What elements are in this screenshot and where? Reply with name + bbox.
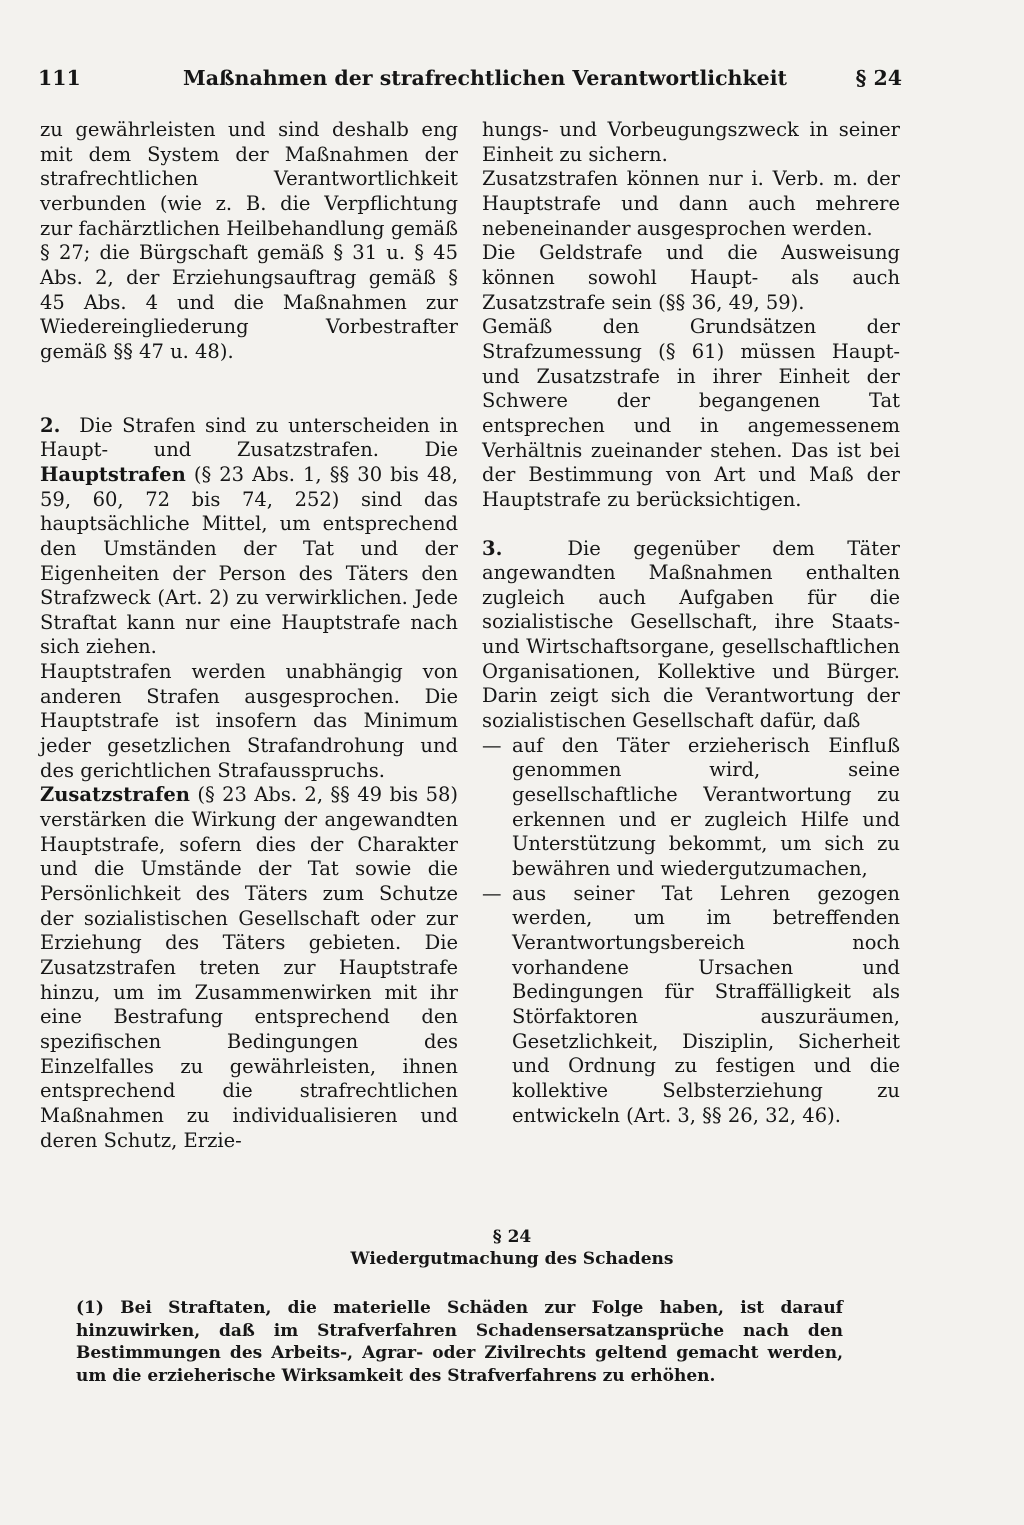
running-title: Maßnahmen der strafrechtlichen Verantwortlichkeit xyxy=(183,66,787,90)
section-number: § 24 xyxy=(492,1227,532,1247)
dash-mark: — xyxy=(482,881,502,905)
page-header xyxy=(38,66,902,102)
left-paragraph-2: 2. Die Strafen sind zu unterscheiden in Haupt- und Zusatzstrafen. Die Hauptstrafen (§ 23 Abs. 1, §§ 30 bis 48, 59, 60, 72 bis 74, 252) sind das hauptsächliche Mittel, um entsprechend den Umständen der Tat und der Eigenheiten der Person des Täters den Strafzweck (Art. 2) zu verwirklichen. Jede Straftat kann nur eine Hauptstrafe nach sich ziehen. xyxy=(40,413,459,659)
dash-item-text: auf den Täter erzieherisch Einfluß genommen wird, seine gesellschaftliche Verantwortung zu erkennen und er zugleich Hilfe und Unterstützung bekommt, um sich zu bewähren und wiedergutzumachen, xyxy=(512,733,900,881)
running-section: § 24 xyxy=(855,66,902,90)
term-hauptstrafen: Hauptstrafen xyxy=(40,462,186,486)
section-title: Wiedergutmachung des Schadens xyxy=(350,1249,674,1269)
right-paragraph-2: Zusatzstrafen können nur i. Verb. m. der Hauptstrafe und dann auch mehrere nebeneinander ausgesprochen werden. xyxy=(482,167,900,240)
dash-item xyxy=(482,882,900,1129)
right-paragraph-1: hungs- und Vorbeugungszweck in seiner Einheit zu sichern. xyxy=(482,118,900,166)
dash-mark: — xyxy=(482,733,502,757)
dash-item xyxy=(482,734,900,882)
statute-paragraph: (1) Bei Straftaten, die materielle Schäden zur Folge haben, ist darauf hinzuwirken, daß im Strafverfahren Schadensersatzansprüche nach den Bestimmungen des Arbeits-, Agrar- oder Zivilrechts geltend gemacht werden, um die erzieherische Wirksamkeit des Strafverfahrens zu erhöhen. xyxy=(76,1298,843,1386)
right-column xyxy=(482,118,900,1128)
left-paragraph-1: zu gewährleisten und sind deshalb eng mit dem System der Maßnahmen der strafrechtlichen Verantwortlichkeit verbunden (wie z. B. die Verpflichtung zur fachärztlichen Heilbehandlung gemäß § 27; die Bürgschaft gemäß § 31 u. § 45 Abs. 2, der Erziehungsauftrag gemäß § 45 Abs. 4 und die Maßnahmen zur Wiedereingliederung Vorbestrafter gemäß §§ 47 u. 48). xyxy=(40,118,458,363)
left-paragraph-4: Zusatzstrafen (§ 23 Abs. 2, §§ 49 bis 58) verstärken die Wirkung der angewandten Hauptstrafe, sofern dies der Charakter und die Umstände der Tat sowie die Persönlichkeit des Täters zum Schutze der sozialistischen Gesellschaft oder zur Erziehung des Täters gebieten. Die Zusatzstrafen treten zur Hauptstrafe hinzu, um im Zusammenwirken mit ihr eine Bestrafung entsprechend den spezifischen Bedingungen des Einzelfalles zu gewährleisten, ihnen entsprechend die strafrechtlichen Maßnahmen zu individualisieren und deren Schutz, Erzie- xyxy=(40,783,458,1152)
paragraph-number: 3. xyxy=(482,536,503,560)
left-column xyxy=(40,118,458,1153)
paragraph-number: 2. xyxy=(40,413,61,437)
left-paragraph-3: Hauptstrafen werden unabhängig von anderen Strafen ausgesprochen. Die Hauptstrafe ist insofern das Minimum jeder gesetzlichen Strafandrohung und des gerichtlichen Strafausspruchs. xyxy=(40,660,458,782)
page-number: 111 xyxy=(38,66,81,90)
section-heading xyxy=(0,1226,1024,1270)
right-paragraph-4: Gemäß den Grundsätzen der Strafzumessung (§ 61) müssen Haupt- und Zusatzstrafe in ihrer Einheit der Schwere der begangenen Tat entsprechen und in angemessenem Verhältnis zueinander stehen. Das ist bei der Bestimmung von Art und Maß der Hauptstrafe zu berücksichtigen. xyxy=(482,315,900,511)
dash-item-text: aus seiner Tat Lehren gezogen werden, um im betreffenden Verantwortungsbereich noch vorhandene Ursachen und Bedingungen für Straffälligkeit als Störfaktoren auszuräumen, Gesetzlichkeit, Disziplin, Sicherheit und Ordnung zu festigen und die kollektive Selbsterziehung zu entwickeln (Art. 3, §§ 26, 32, 46). xyxy=(512,881,900,1127)
right-paragraph-5: 3. Die gegenüber dem Täter angewandten Maßnahmen enthalten zugleich auch Aufgaben für die sozialistische Gesellschaft, ihre Staats- und Wirtschaftsorgane, gesellschaftlichen Organisationen, Kollektive und Bürger. Darin zeigt sich die Verantwortung der sozialistischen Gesellschaft dafür, daß xyxy=(482,536,901,733)
term-zusatzstrafen: Zusatzstrafen xyxy=(40,783,190,807)
right-paragraph-3: Die Geldstrafe und die Ausweisung können sowohl Haupt- als auch Zusatzstrafe sein (§§ 36, 49, 59). xyxy=(482,241,900,314)
